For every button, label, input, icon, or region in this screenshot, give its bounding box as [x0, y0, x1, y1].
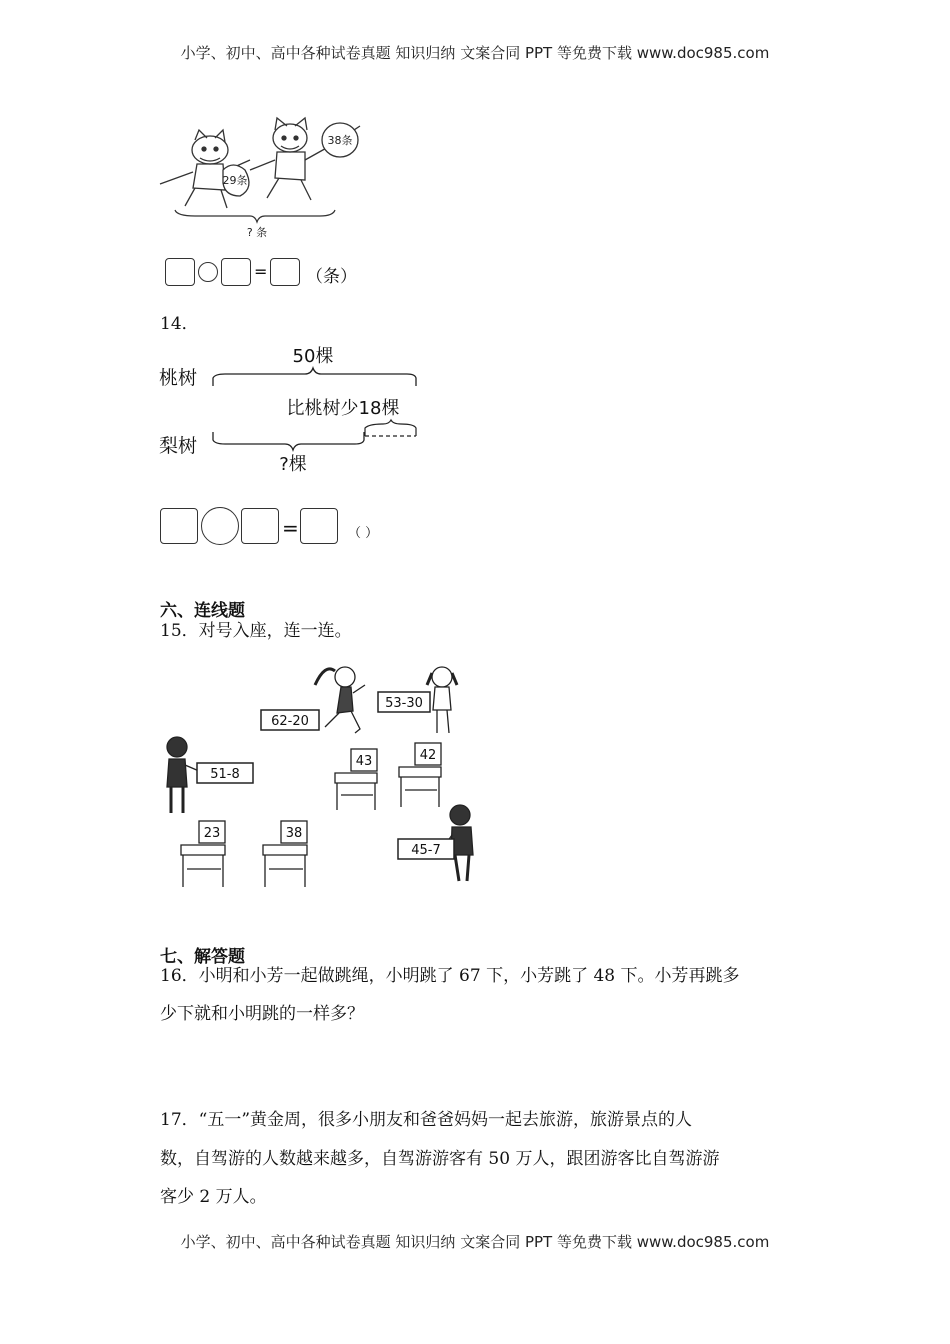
- question-16-line-2: 少下就和小明跳的一样多？: [160, 1004, 364, 1024]
- question-17-line-1: 17．“五一”黄金周，很多小朋友和爸爸妈妈一起去旅游，旅游景点的人: [160, 1110, 693, 1130]
- left-bag-label: 29条: [222, 174, 248, 187]
- running-girl: [315, 667, 365, 733]
- answer-box-3[interactable]: [270, 258, 300, 286]
- q14-answer-box-2[interactable]: [241, 508, 279, 544]
- total-brace: [175, 210, 335, 222]
- q14-operator-circle[interactable]: [201, 507, 239, 545]
- matching-illustration: [155, 655, 495, 895]
- question-14-number: 14．: [160, 314, 199, 334]
- seat-label-38: 38: [285, 826, 303, 841]
- q14-unit-blank[interactable]: （ ）: [348, 526, 379, 541]
- page-header: 小学、初中、高中各种试卷真题 知识归纳 文案合同 PPT 等免费下载 www.doc985.com: [180, 44, 770, 62]
- seat-label-42: 42: [419, 748, 437, 763]
- tree-comparison-diagram: [155, 340, 430, 480]
- right-bag-label: 38条: [327, 134, 353, 147]
- peach-tree-label: 桃树: [159, 367, 198, 389]
- pear-brace: [213, 432, 364, 450]
- peach-total-label: 50棵: [292, 346, 334, 367]
- girl-pigtails: [427, 667, 457, 733]
- card-label-3: 51-8: [210, 767, 240, 782]
- seat-label-43: 43: [355, 754, 373, 769]
- cats-fish-illustration: [155, 108, 375, 243]
- q14-answer-box-3[interactable]: [300, 508, 338, 544]
- question-16-line-1: 16．小明和小芳一起做跳绳，小明跳了 67 下，小芳跳了 48 下。小芳再跳多: [160, 966, 740, 986]
- equals-sign: =: [254, 262, 268, 281]
- difference-label: 比桃树少18棵: [286, 398, 400, 419]
- card-label-1: 62-20: [271, 714, 309, 729]
- answer-box-1[interactable]: [165, 258, 195, 286]
- right-fish-bag: [322, 123, 358, 157]
- left-fish-bag: [223, 165, 250, 196]
- total-label: ? 条: [246, 226, 268, 239]
- question-15-text: 15．对号入座，连一连。: [160, 621, 352, 641]
- unit-label: （条）: [306, 267, 357, 287]
- pear-tree-label: 梨树: [159, 435, 198, 457]
- section-7-title: 七、解答题: [160, 947, 245, 967]
- q14-answer-box-1[interactable]: [160, 508, 198, 544]
- card-label-2: 53-30: [385, 696, 423, 711]
- card-label-4: 45-7: [411, 843, 441, 858]
- q14-equals-sign: =: [282, 516, 299, 540]
- answer-box-2[interactable]: [221, 258, 251, 286]
- section-6-title: 六、连线题: [160, 601, 245, 621]
- difference-brace: [365, 420, 416, 436]
- question-17-line-2: 数，自驾游的人数越来越多，自驾游游客有 50 万人，跟团游客比自驾游游: [160, 1149, 720, 1169]
- seat-label-23: 23: [203, 826, 221, 841]
- operator-circle[interactable]: [198, 262, 218, 282]
- question-17-line-3: 客少 2 万人。: [160, 1187, 267, 1207]
- pear-total-label: ?棵: [279, 454, 307, 475]
- boy-left: [167, 737, 199, 813]
- peach-brace: [213, 368, 416, 386]
- page-footer: 小学、初中、高中各种试卷真题 知识归纳 文案合同 PPT 等免费下载 www.doc985.com: [180, 1233, 770, 1251]
